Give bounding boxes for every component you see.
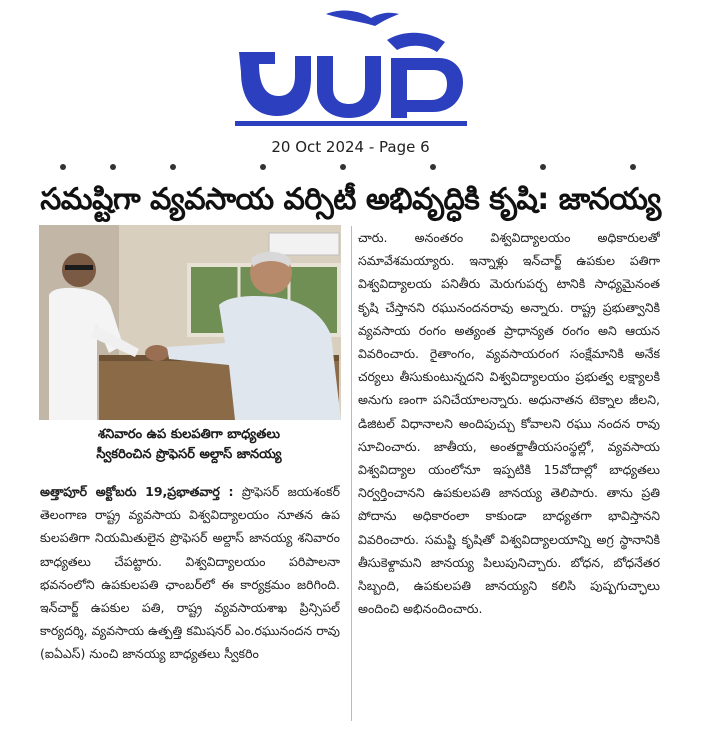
caption-line-1: శనివారం ఉప కులపతిగా బాధ్యతలు: [97, 427, 281, 442]
article-body-right-column: [358, 226, 660, 726]
bird-icon: [326, 11, 399, 26]
article-body-right: చారు. అనంతరం విశ్వవిద్యాలయం అధికారులతో సమావేశమయ్యారు. ఇన్నాళ్లు ఇన్‌చార్జ్ ఉపకుల పతిగా విశ్వవిద్యాలయ పనితీరు మెరుగుపర్చ టానికి సాధ్యమైనంత కృషి చేస్తానని రఘునందనరావు అన్నారు. రాష్ట్ర ప్రభుత్వానికి వ్యవసాయ రంగం అత్యంత ప్రాధాన్యత రంగం అని ఆయన వివరించారు. రైతాంగం, వ్యవసాయరంగ సంక్షేమానికి అనేక చర్యలు తీసుకుంటున్నదని విశ్వవిద్యాలయం ప్రభుత్వ లక్ష్యాలకి అనుగు ణంగా పనిచేయాలన్నారు. అధునాతన టెక్నాల జీలని, డిజిటల్ విధానాలని అందిపుచ్చు కోవాలని రఘు నందన రావు సూచించారు. జాతీయ, అంతర్జాతీయసంస్థల్లో, వ్యవసాయ విశ్వవిద్యాల యంలోనూ ఇప్పటికి 15వోదాల్లో బాధ్యతలు నిర్వర్తించానని ఉపకులపతి జానయ్య తెలిపారు. తాను ప్రతి పోదాను అధికారంలా కాకుండా బాధ్యతగా భావిస్తానని వివరించారు. సమష్టి కృషితో విశ్వవిద్యాలయాన్ని అగ్ర స్థానానికి తీసుకెళ్దామని జానయ్య పిలుపునిచ్చారు. బోధన, బోధనేతర సిబ్బంది, ఉపకులపతి జానయ్యని కలిసి పుష్పగుచ్ఛాలు అందించి అభినందించారు.: [358, 230, 660, 617]
article-dateline-lead: అత్తాపూర్ అక్టోబరు 19,ప్రభాతవార్త :: [40, 484, 234, 499]
article-headline: సమష్టిగా వ్యవసాయ వర్సిటీ అభివృద్ధికి కృషి: జానయ్య: [40, 182, 661, 217]
caption-line-2: స్వీకరించిన ప్రొఫెసర్ అల్దాస్ జానయ్య: [96, 447, 282, 462]
page-dateline: 20 Oct 2024 - Page 6: [271, 138, 430, 156]
masthead: [0, 0, 701, 130]
article-body-left-column: [40, 480, 340, 726]
column-divider: [351, 226, 352, 721]
vaartha-logo: [231, 0, 471, 130]
cut-text-strip: [20, 162, 680, 176]
article-body-left: ప్రొఫెసర్ జయశంకర్ తెలంగాణ రాష్ట్ర వ్యవసాయ విశ్వవిద్యాలయం నూతన ఉప కులపతిగా నియమితులైన ప్రొఫెసర్ అల్దాస్ జానయ్య శనివారం బాధ్యతలు చేపట్టారు. విశ్వవిద్యాలయం పరిపాలనా భవనంలోని ఉపకులపతి ఛాంబర్‌లో ఈ కార్యక్రమం జరిగింది. ఇన్‌చార్జ్ ఉపకుల పతి, రాష్ట్ర వ్యవసాయశాఖ ప్రిన్సిపల్ కార్యదర్శి, వ్యవసాయ ఉత్పత్తి కమిషనర్ ఎం.రఘునందన రావు (ఐఏఎస్) నుంచి జానయ్య బాధ్యతలు స్వీకరిం: [40, 484, 340, 662]
photo-caption: [30, 425, 348, 465]
article-photo: [39, 225, 341, 420]
